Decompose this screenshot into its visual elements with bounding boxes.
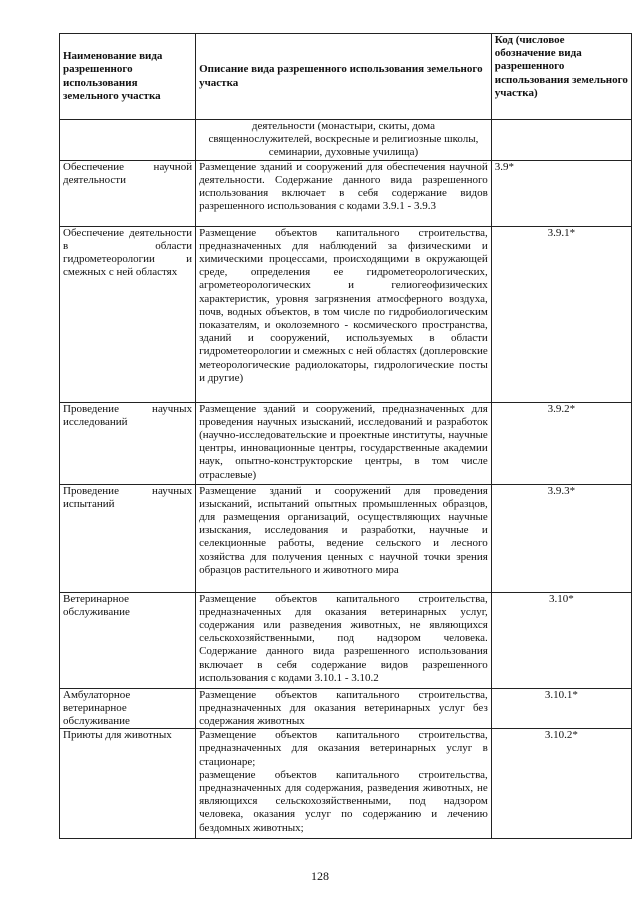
cell-code: 3.9.1* (491, 226, 631, 402)
cell-name: Ветеринарное обслуживание (60, 592, 196, 688)
cell-description: Размещение зданий и сооружений для проведения изысканий, испытаний опытных промышленных образцов, для размещения организаций, осуществляющих научные изыскания, исследования и разработки, научные и селекционные работы, ведение сельского и лесного хозяйства для получения ценных с научной точки зрения образцов растительного и животного мира (196, 484, 492, 592)
page-number: 128 (311, 869, 329, 883)
cell-description: Размещение объектов капитального строительства, предназначенных для оказания ветеринарных услуг без содержания животных (196, 688, 492, 729)
table-row (60, 402, 632, 484)
cell-name: Проведение научных испытаний (60, 484, 196, 592)
cell-name: Обеспечение научной деятельности (60, 160, 196, 226)
description-paragraph: размещение объектов капитального строительства, предназначенных для содержания, разведения животных, не являющихся сельскохозяйственными, под надзором человека, оказания услуг по содержанию и лечению бездомных животных; (199, 768, 488, 834)
cell-description (196, 729, 492, 839)
cell-name: Приюты для животных (60, 729, 196, 839)
cell-name: Амбулаторное ветеринарное обслуживание (60, 688, 196, 729)
table-row (60, 160, 632, 226)
cell-description: Размещение зданий и сооружений, предназначенных для проведения научных изысканий, исследований и разработок (научно-исследовательские и проектные институты, научные центры, инновационные центры, государственные академии наук, опытно-конструкторские центры, в том числе отраслевые) (196, 402, 492, 484)
cell-code: 3.9* (491, 160, 631, 226)
cell-name: Проведение научных исследований (60, 402, 196, 484)
header-name-column: Наименование вида разрешенного использования земельного участка (60, 34, 196, 120)
cell-description: Размещение зданий и сооружений для обеспечения научной деятельности. Содержание данного вида разрешенного использования включает в себя содержание видов разрешенного использования с кодами 3.9.1 - 3.9.3 (196, 160, 492, 226)
cell-code: 3.10.1* (491, 688, 631, 729)
cell-description: деятельности (монастыри, скиты, дома священнослужителей, воскресные и религиозные школы, семинарии, духовные училища) (196, 120, 492, 161)
cell-code: 3.9.2* (491, 402, 631, 484)
land-use-table (59, 33, 632, 839)
cell-name: Обеспечение деятельности в области гидрометеорологии и смежных с ней областях (60, 226, 196, 402)
description-paragraph: Размещение объектов капитального строительства, предназначенных для оказания ветеринарных услуг в стационаре; (199, 729, 488, 768)
table-row (60, 484, 632, 592)
table-row (60, 729, 632, 839)
cell-code: 3.10* (491, 592, 631, 688)
cell-description: Размещение объектов капитального строительства, предназначенных для наблюдений за физическими и химическими процессами, происходящими в окружающей среде, определения ее гидрометеорологических, агрометеорологических и гелиогеофизических характеристик, уровня загрязнения атмосферного воздуха, почв, водных объектов, в том числе по гидробиологическим показателям, и околоземного - космического пространства, зданий и сооружений, используемых в области гидрометеорологии и смежных с ней областях (доплеровские метеорологические радиолокаторы, гидрологические посты и другие) (196, 226, 492, 402)
table-header-row (60, 34, 632, 120)
cell-code-empty (491, 120, 631, 161)
table-row (60, 592, 632, 688)
cell-description: Размещение объектов капитального строительства, предназначенных для оказания ветеринарных услуг, содержания или разведения животных, не являющихся сельскохозяйственными, под надзором человека. Содержание данного вида разрешенного использования включает в себя содержание видов разрешенного использования с кодами 3.10.1 - 3.10.2 (196, 592, 492, 688)
table-row (60, 688, 632, 729)
header-code-column: Код (числовое обозначение вида разрешенного использования земельного участка) (491, 34, 631, 120)
cell-code: 3.10.2* (491, 729, 631, 839)
table-row-continuation (60, 120, 632, 161)
cell-name-empty (60, 120, 196, 161)
table-row (60, 226, 632, 402)
header-description-column: Описание вида разрешенного использования земельного участка (196, 34, 492, 120)
cell-code: 3.9.3* (491, 484, 631, 592)
